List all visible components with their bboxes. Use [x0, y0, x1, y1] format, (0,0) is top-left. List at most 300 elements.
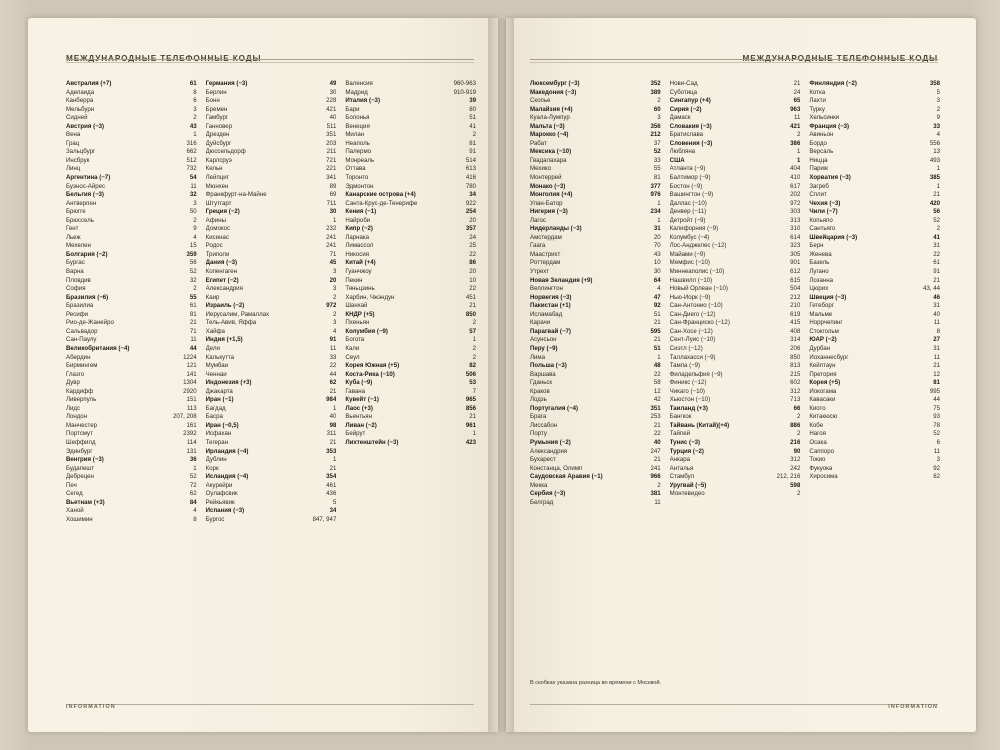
leader-dots	[835, 305, 932, 306]
country-name: Рабат	[530, 139, 547, 147]
country-name: Брюгге	[66, 208, 86, 216]
leader-dots	[850, 357, 933, 358]
code-row	[530, 148, 661, 157]
dial-code: 314	[790, 336, 801, 344]
country-name: Вена	[66, 131, 81, 139]
code-row	[206, 345, 337, 354]
dial-code: 598	[790, 481, 801, 489]
code-row	[809, 259, 940, 268]
leader-dots	[95, 468, 192, 469]
code-row	[670, 174, 801, 183]
dial-code: 960-963	[453, 80, 477, 87]
dial-code: 966	[650, 473, 661, 481]
country-name: Гуанчжоу	[345, 268, 372, 276]
dial-code: 511	[326, 122, 337, 130]
country-name: Ресифи	[66, 310, 89, 318]
dial-code: 161	[186, 421, 197, 429]
country-name: Лима	[530, 353, 545, 361]
code-row	[809, 268, 940, 277]
code-row	[530, 405, 661, 414]
country-name: Осака	[809, 438, 827, 446]
dial-code: 56	[189, 259, 197, 267]
code-row	[670, 80, 801, 89]
dial-code: 31	[933, 302, 941, 310]
code-row	[66, 482, 197, 491]
code-row	[530, 200, 661, 209]
leader-dots	[568, 365, 653, 366]
leader-dots	[95, 92, 192, 93]
country-name: Монголия (+4)	[530, 191, 573, 199]
dial-code: 11	[654, 498, 661, 506]
code-row	[66, 362, 197, 371]
dial-code: 62	[329, 379, 337, 387]
dial-code: 141	[186, 370, 197, 378]
leader-dots	[566, 186, 649, 187]
dial-code: 3	[936, 97, 941, 105]
dial-code: 37	[653, 139, 661, 147]
leader-dots	[130, 348, 189, 349]
leader-dots	[229, 442, 329, 443]
leader-dots	[834, 280, 932, 281]
dial-code: 241	[326, 242, 337, 250]
country-name: Германия (−3)	[205, 80, 248, 87]
leader-dots	[847, 297, 932, 298]
code-column	[809, 80, 940, 507]
country-name: Нью-Йорк (−9)	[669, 293, 711, 301]
leader-dots	[564, 203, 657, 204]
leader-dots	[839, 476, 933, 477]
country-name: Дели	[205, 344, 220, 352]
leader-dots	[548, 485, 656, 486]
leader-dots	[572, 297, 652, 298]
code-row	[66, 465, 197, 474]
leader-dots	[85, 271, 189, 272]
dial-code: 57	[469, 327, 477, 335]
dial-code: 2	[472, 319, 477, 327]
code-row	[809, 354, 940, 363]
code-row	[530, 114, 661, 123]
code-row	[206, 80, 337, 89]
leader-dots	[109, 297, 189, 298]
dial-code: 976	[650, 191, 661, 199]
country-name: США	[669, 156, 685, 164]
leader-dots	[372, 151, 468, 152]
code-row	[530, 285, 661, 294]
dial-code: 305	[790, 250, 801, 258]
country-name: Суботица	[669, 88, 698, 96]
leader-dots	[370, 117, 468, 118]
country-name: Мюнхен	[205, 182, 229, 190]
leader-dots	[225, 519, 311, 520]
code-row	[670, 242, 801, 251]
code-row	[809, 97, 940, 106]
country-name: Хельсинки	[809, 114, 840, 122]
dial-code: 556	[929, 139, 941, 147]
leader-dots	[80, 143, 185, 144]
leader-dots	[232, 203, 325, 204]
leader-dots	[94, 391, 182, 392]
country-name: Лидс	[66, 404, 81, 412]
dial-code: 2	[472, 131, 477, 139]
dial-code: 2	[472, 353, 477, 361]
country-name: Колумбия (−9)	[345, 327, 388, 335]
code-row	[66, 165, 197, 174]
leader-dots	[831, 348, 932, 349]
dial-code: 1	[193, 464, 197, 472]
code-row	[670, 114, 801, 123]
country-name: Мумбаи	[205, 362, 229, 370]
code-row	[809, 302, 940, 311]
code-row	[206, 413, 337, 422]
code-row	[670, 131, 801, 140]
dial-code: 51	[653, 344, 661, 352]
dial-code: 52	[653, 148, 661, 156]
country-name: Варшава	[530, 370, 556, 378]
leader-dots	[232, 143, 325, 144]
code-row	[809, 422, 940, 431]
leader-dots	[719, 228, 789, 229]
code-row	[345, 285, 476, 294]
country-name: Роттердам	[530, 259, 561, 267]
leader-dots	[572, 305, 653, 306]
dial-code: 9	[193, 225, 197, 233]
dial-code: 595	[650, 327, 661, 335]
country-name: Вашингтон (−9)	[669, 191, 714, 199]
leader-dots	[850, 126, 932, 127]
country-name: Сент-Луис (−10)	[669, 336, 716, 344]
leader-dots	[228, 92, 329, 93]
code-row	[809, 456, 940, 465]
country-name: Нови-Сад	[669, 80, 698, 87]
leader-dots	[841, 203, 929, 204]
leader-dots	[396, 374, 465, 375]
leader-dots	[833, 314, 932, 315]
dial-code: 30	[653, 268, 661, 276]
code-row	[809, 448, 940, 457]
code-row	[206, 490, 337, 499]
code-row	[809, 114, 940, 123]
dial-code: 1	[472, 336, 477, 344]
leader-dots	[561, 254, 653, 255]
country-name: Брюссель	[66, 216, 94, 224]
leader-dots	[220, 297, 332, 298]
leader-dots	[93, 451, 185, 452]
country-name: Филадельфия (−9)	[669, 370, 723, 378]
leader-dots	[835, 451, 933, 452]
leader-dots	[826, 92, 935, 93]
dial-code: 32	[189, 276, 197, 284]
leader-dots	[249, 451, 325, 452]
leader-dots	[696, 151, 796, 152]
code-row	[206, 251, 337, 260]
code-row	[530, 131, 661, 140]
leader-dots	[704, 348, 789, 349]
country-name: Карлсруэ	[205, 156, 232, 164]
dial-code: 4	[936, 131, 941, 139]
country-name: Дебрецен	[66, 473, 94, 481]
page-right-header: МЕЖДУНАРОДНЫЕ ТЕЛЕФОННЫЕ КОДЫ	[742, 54, 938, 63]
code-row	[809, 311, 940, 320]
dial-code: 612	[790, 268, 801, 276]
dial-code: 33	[329, 353, 337, 361]
leader-dots	[365, 134, 471, 135]
country-name: Инсбрук	[66, 156, 90, 164]
country-name: Каир	[205, 293, 220, 301]
dial-code: 21	[933, 276, 941, 284]
dial-code: 420	[929, 199, 941, 207]
leader-dots	[111, 177, 189, 178]
leader-dots	[95, 476, 189, 477]
code-row	[345, 174, 476, 183]
leader-dots	[713, 280, 789, 281]
leader-dots	[826, 109, 936, 110]
code-row	[66, 430, 197, 439]
country-name: Акурейри	[205, 481, 233, 489]
dial-code: 41	[933, 233, 941, 241]
country-name: Египет (−2)	[205, 276, 239, 284]
code-row	[809, 183, 940, 192]
code-row	[345, 200, 476, 209]
dial-code: 2	[472, 344, 477, 352]
country-name: Льеж	[66, 233, 81, 241]
country-name: Бухарест	[530, 456, 556, 464]
country-name: Ханой	[66, 507, 84, 515]
country-name: Бангкок	[669, 413, 692, 421]
country-name: Турция (−2)	[669, 447, 704, 455]
leader-dots	[87, 211, 189, 212]
leader-dots	[224, 416, 329, 417]
leader-dots	[361, 357, 472, 358]
country-name: Брага	[530, 413, 547, 421]
country-name: Сан-Паулу	[66, 336, 97, 344]
leader-dots	[366, 391, 472, 392]
dial-code: 21	[469, 413, 477, 421]
leader-dots	[829, 168, 936, 169]
code-row	[345, 345, 476, 354]
leader-dots	[858, 237, 932, 238]
dial-code: 40	[329, 413, 337, 421]
dial-code: 922	[465, 199, 477, 207]
code-row	[206, 114, 337, 123]
code-row	[530, 259, 661, 268]
code-row	[809, 234, 940, 243]
country-name: Кипр (−2)	[345, 225, 373, 233]
code-row	[206, 174, 337, 183]
leader-dots	[711, 177, 789, 178]
code-row	[670, 106, 801, 115]
leader-dots	[89, 314, 189, 315]
code-row	[206, 507, 337, 516]
dial-code: 385	[929, 174, 941, 182]
country-name: Берлин	[205, 88, 227, 96]
code-row	[530, 396, 661, 405]
code-row	[670, 396, 801, 405]
country-name: Атланта (−9)	[669, 165, 706, 173]
leader-dots	[727, 245, 789, 246]
dial-code: 43	[189, 122, 197, 130]
leader-dots	[106, 186, 189, 187]
code-row	[206, 302, 337, 311]
country-name: Корк	[205, 464, 219, 472]
leader-dots	[714, 194, 789, 195]
dial-code: 254	[465, 208, 477, 216]
leader-dots	[229, 365, 329, 366]
country-name: Сеул	[345, 353, 360, 361]
leader-dots	[724, 374, 790, 375]
leader-dots	[389, 331, 468, 332]
dial-code: 22	[469, 250, 477, 258]
dial-code: 1	[657, 353, 661, 361]
code-row	[206, 157, 337, 166]
country-name: Джакарта	[205, 387, 233, 395]
code-row	[809, 208, 940, 217]
dial-code: 2	[796, 490, 801, 498]
leader-dots	[97, 399, 185, 400]
code-row	[345, 396, 476, 405]
leader-dots	[558, 339, 653, 340]
leader-dots	[717, 357, 790, 358]
dial-code: 32	[189, 191, 197, 199]
country-name: Хошимин	[66, 515, 93, 523]
dial-code: 11	[190, 182, 197, 190]
dial-code: 89	[329, 182, 337, 190]
dial-code: 131	[186, 447, 197, 455]
dial-code: 52	[189, 473, 197, 481]
dial-code: 203	[326, 139, 337, 147]
dial-code: 40	[933, 310, 941, 318]
dial-code: 21	[933, 362, 941, 370]
dial-code: 5	[332, 498, 337, 506]
country-name: Пхеньян	[345, 319, 370, 327]
code-row	[809, 242, 940, 251]
code-row	[809, 251, 940, 260]
dial-code: 212	[790, 293, 801, 301]
leader-dots	[706, 493, 796, 494]
country-name: Цюрих	[809, 285, 829, 293]
country-name: Пакистан (+1)	[530, 302, 571, 310]
code-row	[670, 328, 801, 337]
code-row	[206, 396, 337, 405]
leader-dots	[698, 92, 793, 93]
leader-dots	[245, 510, 328, 511]
dial-code: 82	[469, 362, 477, 370]
leader-dots	[105, 194, 189, 195]
code-row	[345, 268, 476, 277]
dial-code: 984	[326, 396, 337, 404]
leader-dots	[844, 322, 933, 323]
leader-dots	[244, 288, 332, 289]
leader-dots	[236, 502, 332, 503]
dial-code: 212	[650, 131, 661, 139]
code-row	[670, 285, 801, 294]
dial-code: 1	[193, 131, 197, 139]
code-row	[206, 473, 337, 482]
code-row	[530, 371, 661, 380]
code-row	[206, 319, 337, 328]
code-row	[809, 123, 940, 132]
leader-dots	[713, 143, 789, 144]
leader-dots	[96, 151, 185, 152]
code-column	[206, 80, 337, 524]
code-row	[345, 114, 476, 123]
leader-dots	[241, 211, 329, 212]
dial-code: 6	[936, 438, 941, 446]
country-name: Никосия	[345, 250, 370, 258]
code-row	[809, 465, 940, 474]
code-row	[345, 106, 476, 115]
dial-code: 1	[657, 199, 661, 207]
dial-code: 27	[933, 336, 941, 344]
country-name: Бразилия (−6)	[66, 293, 109, 301]
dial-code: 228	[326, 97, 337, 105]
country-name: Валенсия	[345, 80, 373, 87]
code-row	[206, 362, 337, 371]
code-row	[66, 123, 197, 132]
code-row	[530, 482, 661, 491]
dial-code: 972	[326, 302, 337, 310]
country-name: Загреб	[809, 182, 829, 190]
dial-code: 69	[329, 191, 337, 199]
country-name: Фукуока	[809, 464, 833, 472]
country-name: Кардифф	[66, 387, 94, 395]
country-name: Мальта (−3)	[530, 122, 565, 130]
country-name: Эдинбург	[66, 447, 93, 455]
leader-dots	[377, 211, 465, 212]
dial-code: 20	[469, 216, 477, 224]
dial-code: 381	[650, 490, 661, 498]
dial-code: 323	[790, 242, 801, 250]
code-row	[670, 123, 801, 132]
code-row	[66, 217, 197, 226]
country-name: Бари	[345, 105, 360, 113]
dial-code: 52	[933, 430, 941, 438]
leader-dots	[694, 468, 789, 469]
country-name: Турку	[809, 105, 825, 113]
country-name: Санта-Крус-де-Тенерифе	[345, 199, 418, 207]
dial-code: 386	[790, 139, 801, 147]
leader-dots	[360, 348, 471, 349]
leader-dots	[833, 468, 932, 469]
dial-code: 33	[653, 156, 661, 164]
dial-code: 51	[469, 114, 477, 122]
code-row	[206, 336, 337, 345]
leader-dots	[707, 485, 789, 486]
country-name: Хьюстон (−10)	[669, 396, 711, 404]
code-row	[206, 482, 337, 491]
country-name: Сальвадор	[66, 327, 98, 335]
leader-dots	[395, 297, 464, 298]
country-name: Норвегия (−3)	[530, 293, 572, 301]
code-row	[530, 140, 661, 149]
code-row	[66, 396, 197, 405]
country-name: Гданьск	[530, 379, 553, 387]
leader-dots	[373, 271, 469, 272]
code-row	[66, 251, 197, 260]
leader-dots	[852, 177, 929, 178]
dial-code: 91	[329, 336, 337, 344]
leader-dots	[583, 468, 649, 469]
code-row	[530, 277, 661, 286]
leader-dots	[557, 459, 653, 460]
dial-code: 80	[469, 105, 477, 113]
leader-dots	[400, 365, 468, 366]
country-name: Грац	[66, 139, 80, 147]
leader-dots	[268, 194, 329, 195]
leader-dots	[369, 177, 465, 178]
country-name: Гент	[66, 225, 79, 233]
dial-code: 21	[329, 464, 337, 472]
code-row	[530, 413, 661, 422]
